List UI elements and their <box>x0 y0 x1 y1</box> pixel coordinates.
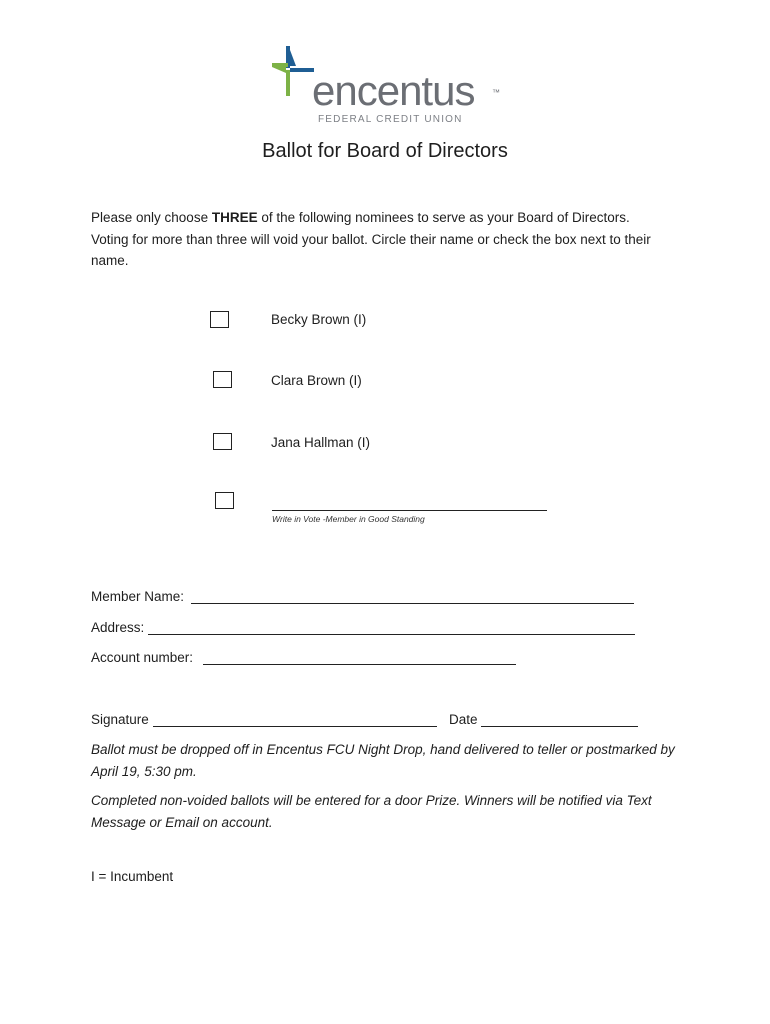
member-name-label: Member Name: <box>91 589 185 604</box>
instructions-text-1: Please only choose <box>91 210 212 225</box>
account-number-label: Account number: <box>91 650 194 665</box>
incumbent-legend: I = Incumbent <box>91 869 174 884</box>
instructions-paragraph <box>91 207 671 272</box>
date-label: Date <box>449 712 478 727</box>
write-in-note: Write in Vote -Member in Good Standing <box>272 514 425 524</box>
prize-note: Completed non-voided ballots will be entered for a door Prize. Winners will be notified via Text Message or Email on account. <box>91 793 652 830</box>
page-title: Ballot for Board of Directors <box>262 140 508 162</box>
nominee-name-3: Jana Hallman (I) <box>271 435 371 450</box>
nominee-checkbox-3[interactable] <box>213 433 232 450</box>
date-line[interactable] <box>481 726 638 727</box>
drop-off-note: Ballot must be dropped off in Encentus FCU Night Drop, hand delivered to teller or postmarked by April 19, 5:30 pm. <box>91 742 675 779</box>
signature-label: Signature <box>91 712 149 727</box>
instructions-text-2: of the following nominees to serve as your Board of Directors. Voting for more than three will void your ballot. Circle their name or check the box next to their name. <box>91 210 651 268</box>
logo-wordmark: encentus <box>312 67 475 114</box>
write-in-line[interactable] <box>272 510 547 511</box>
write-in-checkbox[interactable] <box>215 492 234 509</box>
logo-subtitle: FEDERAL CREDIT UNION <box>318 114 463 125</box>
instructions-emphasis: THREE <box>211 210 258 225</box>
nominee-checkbox-1[interactable] <box>210 311 229 328</box>
account-number-line[interactable] <box>203 664 516 665</box>
address-label: Address: <box>91 620 145 635</box>
logo-trademark: ™ <box>492 88 500 97</box>
nominee-name-1: Becky Brown (I) <box>271 312 367 327</box>
nominee-checkbox-2[interactable] <box>213 371 232 388</box>
member-name-line[interactable] <box>191 603 634 604</box>
nominee-name-2: Clara Brown (I) <box>271 373 362 388</box>
address-line[interactable] <box>148 634 635 635</box>
signature-line[interactable] <box>153 726 437 727</box>
